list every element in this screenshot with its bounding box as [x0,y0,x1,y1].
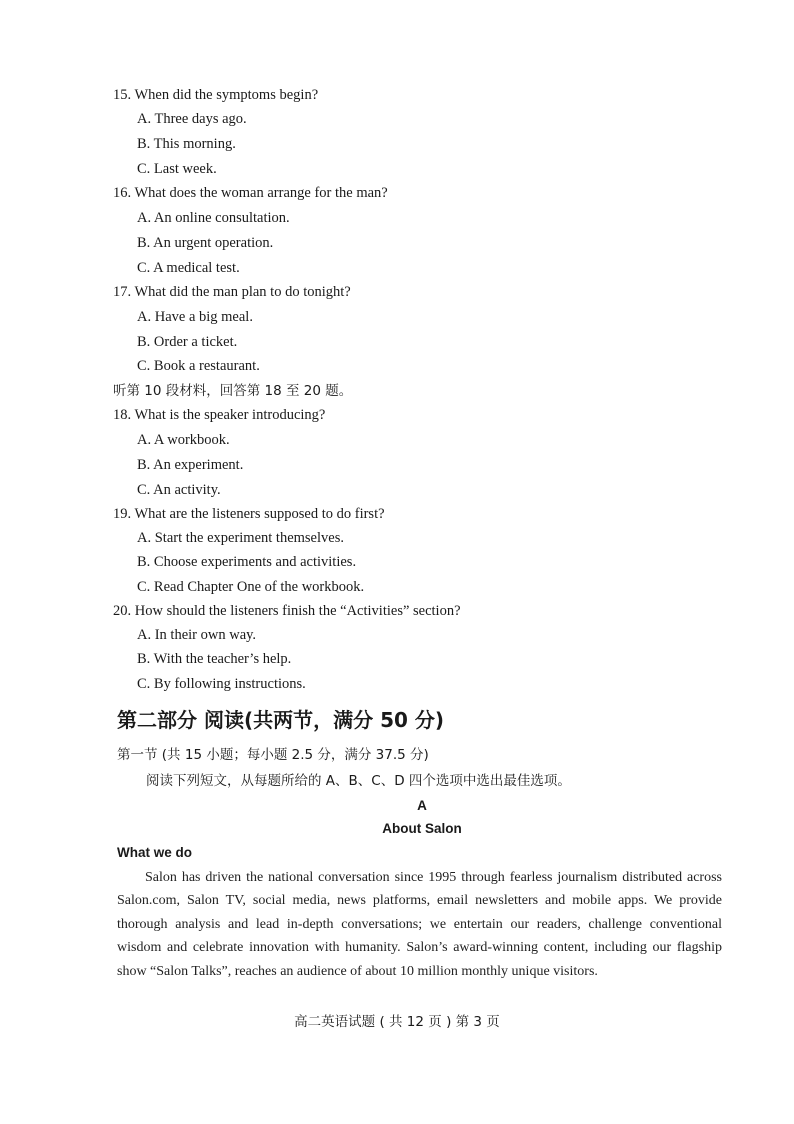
passage-letter: A [417,798,427,813]
question-20-option-b: B. With the teacher’s help. [137,651,292,667]
question-15-stem: 15. When did the symptoms begin? [113,87,319,103]
section-1-heading: 第一节 (共 15 小题；每小题 2.5 分，满分 37.5 分) [117,747,429,763]
question-19-option-a: A. Start the experiment themselves. [137,530,344,546]
question-19-stem: 19. What are the listeners supposed to do first? [113,506,385,522]
question-16-stem: 16. What does the woman arrange for the man? [113,185,388,201]
page-footer: 高二英语试题 ( 共 12 页 ) 第 3 页 [294,1014,500,1030]
question-15-option-c: C. Last week. [137,161,217,177]
question-16-option-a: A. An online consultation. [137,210,290,226]
question-18-option-c: C. An activity. [137,482,221,498]
question-20-stem: 20. How should the listeners finish the “Activities” section? [113,603,461,619]
reading-instruction: 阅读下列短文，从每题所给的 A、B、C、D 四个选项中选出最佳选项。 [146,773,571,789]
question-18-option-a: A. A workbook. [137,432,230,448]
question-20-option-a: A. In their own way. [137,627,257,643]
passage-subheading: What we do [117,845,192,860]
question-15-option-a: A. Three days ago. [137,111,247,127]
question-15-option-b: B. This morning. [137,136,236,152]
question-17-option-a: A. Have a big meal. [137,309,253,325]
passage-paragraph: Salon has driven the national conversation since 1995 through fearless journalism distributed across Salon.com, Salon TV, social media, news platforms, email newsletters and mobile apps. We provide thorough analysis and lead in-depth conversations; we entertain our readers, challenge conventional wisdom and celebrate innovation with humanity. Salon’s award-winning content, including our flagship show “Salon Talks”, reaches an audience of about 10 million monthly unique visitors. [117,870,722,979]
passage-title: About Salon [382,821,462,836]
question-17-option-c: C. Book a restaurant. [137,358,260,374]
question-19-option-c: C. Read Chapter One of the workbook. [137,579,365,595]
listening-instruction: 听第 10 段材料，回答第 18 至 20 题。 [113,383,353,399]
question-16-option-b: B. An urgent operation. [137,235,274,251]
question-20-option-c: C. By following instructions. [137,676,306,692]
question-17-stem: 17. What did the man plan to do tonight? [113,284,351,300]
question-17-option-b: B. Order a ticket. [137,334,238,350]
question-18-stem: 18. What is the speaker introducing? [113,407,326,423]
question-18-option-b: B. An experiment. [137,457,244,473]
question-16-option-c: C. A medical test. [137,260,240,276]
question-19-option-b: B. Choose experiments and activities. [137,554,357,570]
part-2-title: 第二部分 阅读(共两节，满分 50 分) [117,708,445,732]
